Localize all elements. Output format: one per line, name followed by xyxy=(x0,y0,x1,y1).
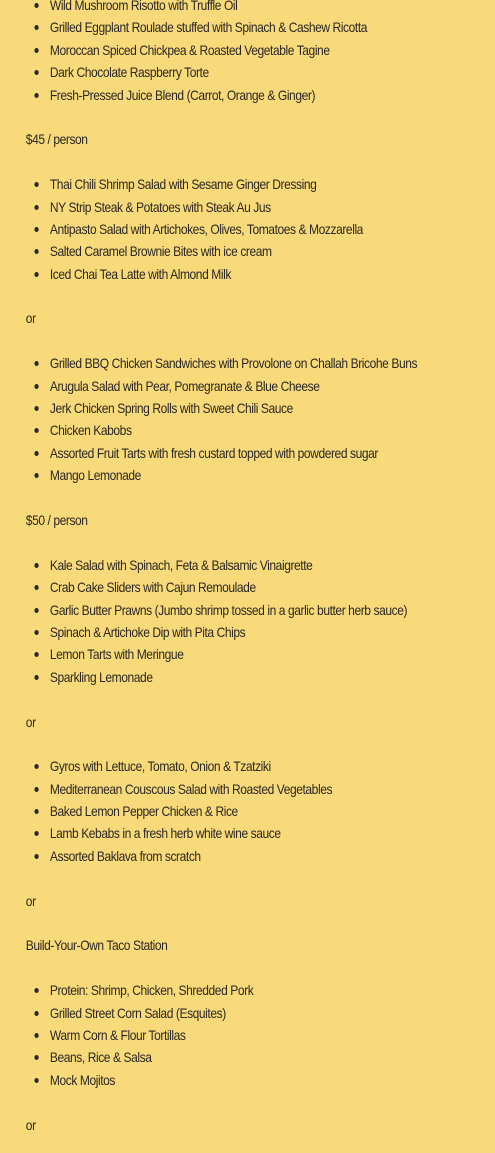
bullet-icon xyxy=(34,630,38,635)
list-item-text: Antipasto Salad with Artichokes, Olives, Tomatoes & Mozzarella xyxy=(49,220,363,237)
bullet-icon xyxy=(34,608,38,613)
list-item-text: Dark Chocolate Raspberry Torte xyxy=(49,64,209,81)
list-item-text: Assorted Fruit Tarts with fresh custard topped with powdered sugar xyxy=(49,444,378,461)
list-item-text: Chicken Kabobs xyxy=(49,422,132,439)
list-item xyxy=(0,240,426,262)
separator-or: or xyxy=(25,310,36,327)
list-item xyxy=(0,0,426,16)
spacer xyxy=(0,487,495,509)
spacer xyxy=(0,106,495,128)
list-item xyxy=(0,263,426,285)
list-item-text: Arugula Salad with Pear, Pomegranate & Blue Cheese xyxy=(49,377,320,394)
list-item-text: Jerk Chicken Spring Rolls with Sweet Chili Sauce xyxy=(49,400,293,417)
menu-list xyxy=(0,173,495,285)
list-item-text: Assorted Baklava from scratch xyxy=(49,847,201,864)
list-item xyxy=(0,397,426,419)
list-item-text: Mock Mojitos xyxy=(49,1071,115,1088)
list-item-text: Fresh-Pressed Juice Blend (Carrot, Orange & Ginger) xyxy=(49,86,316,103)
list-item-text: Protein: Shrimp, Chicken, Shredded Pork xyxy=(49,982,254,999)
spacer xyxy=(0,330,495,352)
bullet-icon xyxy=(34,1033,38,1038)
list-item xyxy=(0,218,426,240)
spacer xyxy=(0,285,495,307)
list-item xyxy=(0,800,426,822)
bullet-icon xyxy=(34,227,38,232)
list-item xyxy=(0,464,426,486)
list-item-text: Thai Chili Shrimp Salad with Sesame Ginger Dressing xyxy=(49,176,317,193)
bullet-icon xyxy=(34,428,38,433)
separator-or: or xyxy=(25,892,36,909)
bullet-icon xyxy=(34,652,38,657)
list-item xyxy=(0,621,426,643)
list-item-text: Wild Mushroom Risotto with Truffle Oil xyxy=(49,0,238,13)
bullet-icon xyxy=(34,1078,38,1083)
list-item xyxy=(0,576,426,598)
bullet-icon xyxy=(34,25,38,30)
list-item-text: Lemon Tarts with Meringue xyxy=(49,646,184,663)
list-item xyxy=(0,554,426,576)
bullet-icon xyxy=(34,48,38,53)
list-item-text: NY Strip Steak & Potatoes with Steak Au Jus xyxy=(49,198,271,215)
list-item-text: Kale Salad with Spinach, Feta & Balsamic Vinaigrette xyxy=(49,556,313,573)
list-item-text: Grilled Eggplant Roulade stuffed with Spinach & Cashew Ricotta xyxy=(49,19,368,36)
bullet-icon xyxy=(34,764,38,769)
separator-or: or xyxy=(25,713,36,730)
bullet-icon xyxy=(34,1011,38,1016)
bullet-icon xyxy=(34,451,38,456)
list-item-text: Grilled BBQ Chicken Sandwiches with Provolone on Challah Bricohe Buns xyxy=(49,355,418,372)
list-item xyxy=(0,419,426,441)
list-item xyxy=(0,1002,426,1024)
bullet-icon xyxy=(34,831,38,836)
bullet-icon xyxy=(34,93,38,98)
section-heading: Build-Your-Own Taco Station xyxy=(25,937,168,954)
bullet-icon xyxy=(34,205,38,210)
list-item xyxy=(0,822,426,844)
list-item-text: Beans, Rice & Salsa xyxy=(49,1049,152,1066)
list-item xyxy=(0,84,426,106)
list-item-text: Lamb Kebabs in a fresh herb white wine sauce xyxy=(49,825,281,842)
price-label: $50 / person xyxy=(25,511,88,528)
bullet-icon xyxy=(34,182,38,187)
list-item-text: Gyros with Lettuce, Tomato, Onion & Tzatziki xyxy=(49,758,271,775)
separator-or: or xyxy=(25,1116,36,1133)
bullet-icon xyxy=(34,70,38,75)
list-item xyxy=(0,173,426,195)
menu-list xyxy=(0,755,495,867)
list-item xyxy=(0,16,426,38)
spacer xyxy=(0,912,495,934)
menu-list xyxy=(0,554,495,688)
list-item xyxy=(0,599,426,621)
list-item-text: Mango Lemonade xyxy=(49,467,141,484)
list-item xyxy=(0,1024,426,1046)
spacer xyxy=(0,957,495,979)
list-item xyxy=(0,845,426,867)
list-item xyxy=(0,979,426,1001)
spacer xyxy=(0,151,495,173)
bullet-icon xyxy=(34,249,38,254)
list-item xyxy=(0,375,426,397)
bullet-icon xyxy=(34,1055,38,1060)
bullet-icon xyxy=(34,406,38,411)
list-item xyxy=(0,643,426,665)
list-item-text: Sparkling Lemonade xyxy=(49,668,153,685)
list-item xyxy=(0,39,426,61)
list-item xyxy=(0,1069,426,1091)
bullet-icon xyxy=(34,361,38,366)
bullet-icon xyxy=(34,854,38,859)
list-item-text: Spinach & Artichoke Dip with Pita Chips xyxy=(49,623,246,640)
spacer xyxy=(0,688,495,710)
list-item xyxy=(0,755,426,777)
list-item xyxy=(0,352,426,374)
spacer xyxy=(0,1091,495,1113)
menu-list xyxy=(0,0,495,106)
bullet-icon xyxy=(34,272,38,277)
list-item-text: Garlic Butter Prawns (Jumbo shrimp tossed in a garlic butter herb sauce) xyxy=(49,601,408,618)
bullet-icon xyxy=(34,988,38,993)
bullet-icon xyxy=(34,585,38,590)
list-item-text: Grilled Street Corn Salad (Esquites) xyxy=(49,1004,226,1021)
spacer xyxy=(0,867,495,889)
bullet-icon xyxy=(34,3,38,8)
list-item-text: Warm Corn & Flour Tortillas xyxy=(49,1026,186,1043)
bullet-icon xyxy=(34,563,38,568)
list-item xyxy=(0,666,426,688)
list-item-text: Moroccan Spiced Chickpea & Roasted Vegetable Tagine xyxy=(49,41,330,58)
spacer xyxy=(0,733,495,755)
list-item xyxy=(0,61,426,83)
bullet-icon xyxy=(34,809,38,814)
bullet-icon xyxy=(34,384,38,389)
list-item xyxy=(0,442,426,464)
list-item-text: Baked Lemon Pepper Chicken & Rice xyxy=(49,803,238,820)
list-item-text: Crab Cake Sliders with Cajun Remoulade xyxy=(49,579,256,596)
bullet-icon xyxy=(34,675,38,680)
list-item-text: Salted Caramel Brownie Bites with ice cream xyxy=(49,243,272,260)
list-item xyxy=(0,778,426,800)
list-item xyxy=(0,196,426,218)
list-item xyxy=(0,1046,426,1068)
menu-list xyxy=(0,979,495,1091)
list-item-text: Iced Chai Tea Latte with Almond Milk xyxy=(49,265,231,282)
bullet-icon xyxy=(34,787,38,792)
list-item-text: Mediterranean Couscous Salad with Roasted Vegetables xyxy=(49,780,333,797)
price-label: $45 / person xyxy=(25,131,88,148)
spacer xyxy=(0,531,495,553)
menu-list xyxy=(0,352,495,486)
bullet-icon xyxy=(34,473,38,478)
